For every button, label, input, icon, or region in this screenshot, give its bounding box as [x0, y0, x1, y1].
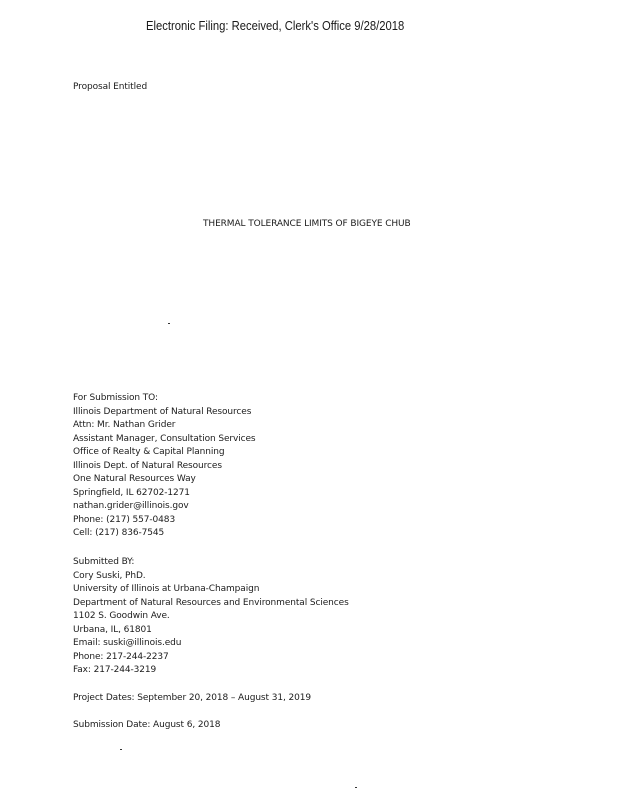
- address-line: Department of Natural Resources and Environmental Sciences: [73, 597, 349, 608]
- address-line: Illinois Dept. of Natural Resources: [73, 460, 222, 471]
- submitted-by-heading: Submitted BY:: [73, 557, 135, 567]
- address-line: Urbana, IL, 61801: [73, 624, 152, 635]
- scan-speck: [168, 323, 170, 324]
- address-line: Assistant Manager, Consultation Services: [73, 433, 256, 444]
- email-line: nathan.grider@illinois.gov: [73, 501, 189, 511]
- fax-line: Fax: 217-244-3219: [73, 665, 157, 675]
- cell-line: Cell: (217) 836-7545: [73, 528, 165, 538]
- proposal-label: Proposal Entitled: [73, 82, 148, 92]
- submission-to-block: [73, 392, 256, 541]
- address-line: Illinois Department of Natural Resources: [73, 406, 252, 417]
- address-line: University of Illinois at Urbana-Champaign: [73, 584, 260, 594]
- address-line: 1102 S. Goodwin Ave.: [73, 611, 170, 621]
- email-line: Email: suski@illinois.edu: [73, 638, 182, 648]
- submission-date: Submission Date: August 6, 2018: [73, 720, 221, 730]
- address-line: Attn: Mr. Nathan Grider: [73, 420, 176, 430]
- address-line: One Natural Resources Way: [73, 474, 196, 484]
- submission-to-heading: For Submission TO:: [73, 393, 158, 403]
- proposal-title: THERMAL TOLERANCE LIMITS OF BIGEYE CHUB: [203, 219, 411, 229]
- submitter-name: Cory Suski, PhD.: [73, 570, 146, 581]
- address-line: Springfield, IL 62702-1271: [73, 487, 190, 498]
- scan-speck: [120, 749, 122, 750]
- submitted-by-block: [73, 556, 349, 678]
- project-dates: Project Dates: September 20, 2018 – August 31, 2019: [73, 693, 311, 703]
- address-line: Office of Realty & Capital Planning: [73, 447, 225, 457]
- phone-line: Phone: 217-244-2237: [73, 651, 169, 662]
- filing-stamp-header: Electronic Filing: Received, Clerk's Office 9/28/2018: [146, 19, 405, 33]
- phone-line: Phone: (217) 557-0483: [73, 514, 176, 525]
- scan-speck: [355, 787, 357, 788]
